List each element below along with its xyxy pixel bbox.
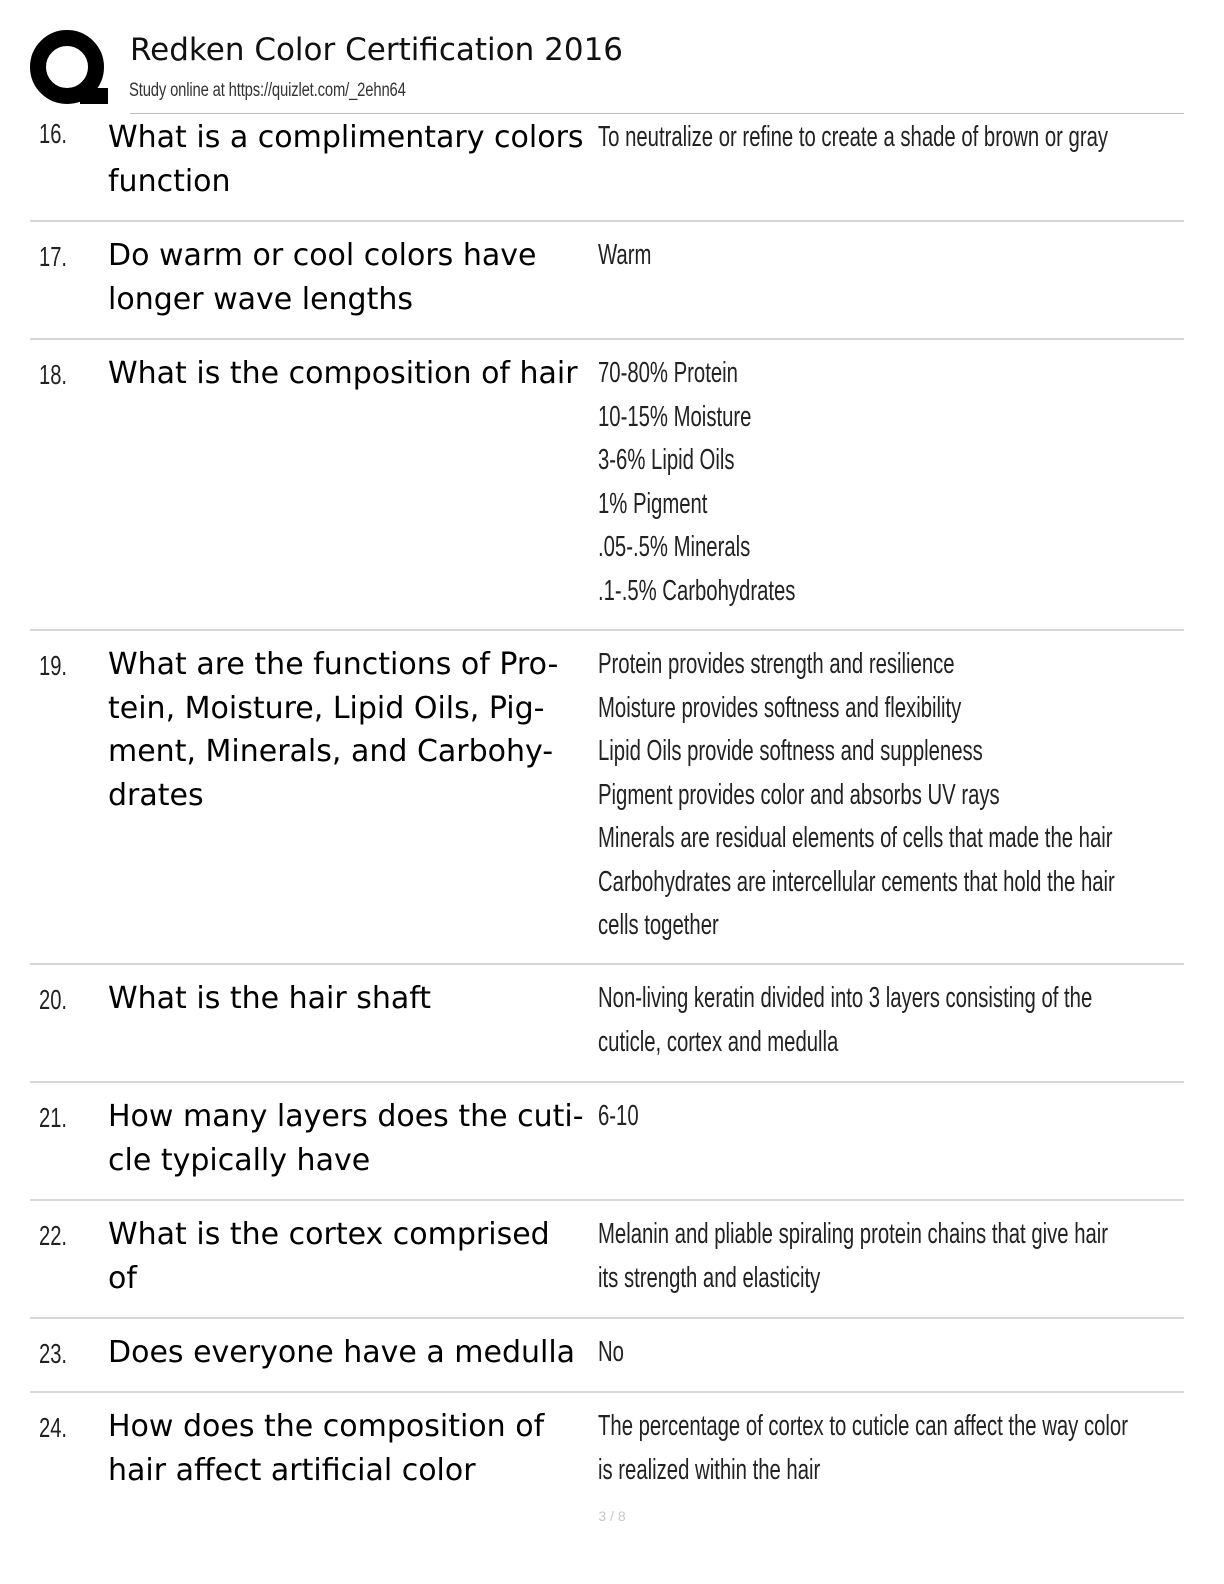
- card-term: How many layers does the cuti- cle typically have: [108, 1099, 584, 1178]
- card-term: What is the cortex comprised of: [108, 1217, 550, 1296]
- card-term: What is a complimentary colors function: [108, 120, 584, 199]
- card-number: 23.: [39, 1338, 68, 1369]
- card-number: 18.: [39, 359, 68, 390]
- card-definition: Melanin and pliable spiraling protein chains that give hair its strength and elasticity: [598, 1218, 1109, 1294]
- flashcard-list: [30, 114, 1184, 1503]
- flashcard-row: [30, 1319, 1184, 1393]
- flashcard-row: [30, 1393, 1184, 1503]
- card-definition: Warm: [598, 239, 652, 271]
- page-number: 3 / 8: [598, 1508, 626, 1524]
- flashcard-row: [30, 222, 1184, 340]
- card-term: What is the hair shaft: [108, 981, 432, 1016]
- card-term: Do warm or cool colors have longer wave lengths: [108, 238, 537, 317]
- card-number: 17.: [39, 241, 68, 272]
- card-definition: Non-living keratin divided into 3 layers consisting of the cuticle, cortex and medulla: [598, 982, 1093, 1058]
- set-title: Redken Color Certification 2016: [130, 32, 624, 68]
- flashcard-row: [30, 631, 1184, 965]
- card-definition: 6-10: [598, 1100, 639, 1132]
- card-term: How does the composition of hair affect artificial color: [108, 1409, 545, 1488]
- flashcard-row: [30, 1201, 1184, 1319]
- card-term: Does everyone have a medulla: [108, 1335, 576, 1370]
- page-header: [0, 0, 1224, 114]
- card-definition: To neutralize or refine to create a shade of brown or gray: [598, 121, 1109, 153]
- card-number: 16.: [39, 118, 68, 149]
- flashcard-row: [30, 1083, 1184, 1201]
- card-term: What are the functions of Pro- tein, Moisture, Lipid Oils, Pig- ment, Minerals, and Carbohy- drates: [108, 647, 559, 813]
- card-term: What is the composition of hair: [108, 356, 578, 391]
- quizlet-q-logo-icon: [30, 30, 110, 108]
- card-number: 20.: [39, 984, 68, 1015]
- card-number: 21.: [39, 1102, 68, 1133]
- card-number: 22.: [39, 1220, 68, 1251]
- card-definition: No: [598, 1336, 624, 1368]
- card-definition: The percentage of cortex to cuticle can affect the way color is realized within the hair: [598, 1410, 1128, 1486]
- flashcard-row: [30, 114, 1184, 222]
- card-number: 19.: [39, 650, 68, 681]
- flashcard-row: [30, 340, 1184, 631]
- study-online-link[interactable]: Study online at https://quizlet.com/_2ehn64: [129, 80, 406, 101]
- card-number: 24.: [39, 1412, 68, 1443]
- flashcard-row: [30, 965, 1184, 1083]
- card-definition: 70-80% Protein 10-15% Moisture 3-6% Lipid Oils 1% Pigment .05-.5% Minerals .1-.5% Carbohydrates: [598, 357, 796, 607]
- card-definition: Protein provides strength and resilience Moisture provides softness and flexibility Lipid Oils provide softness and suppleness Pigment provides color and absorbs UV rays Minerals are residual elements of cells that made the hair Carbohydrates are intercellular cements that hold the hair cells together: [598, 648, 1115, 941]
